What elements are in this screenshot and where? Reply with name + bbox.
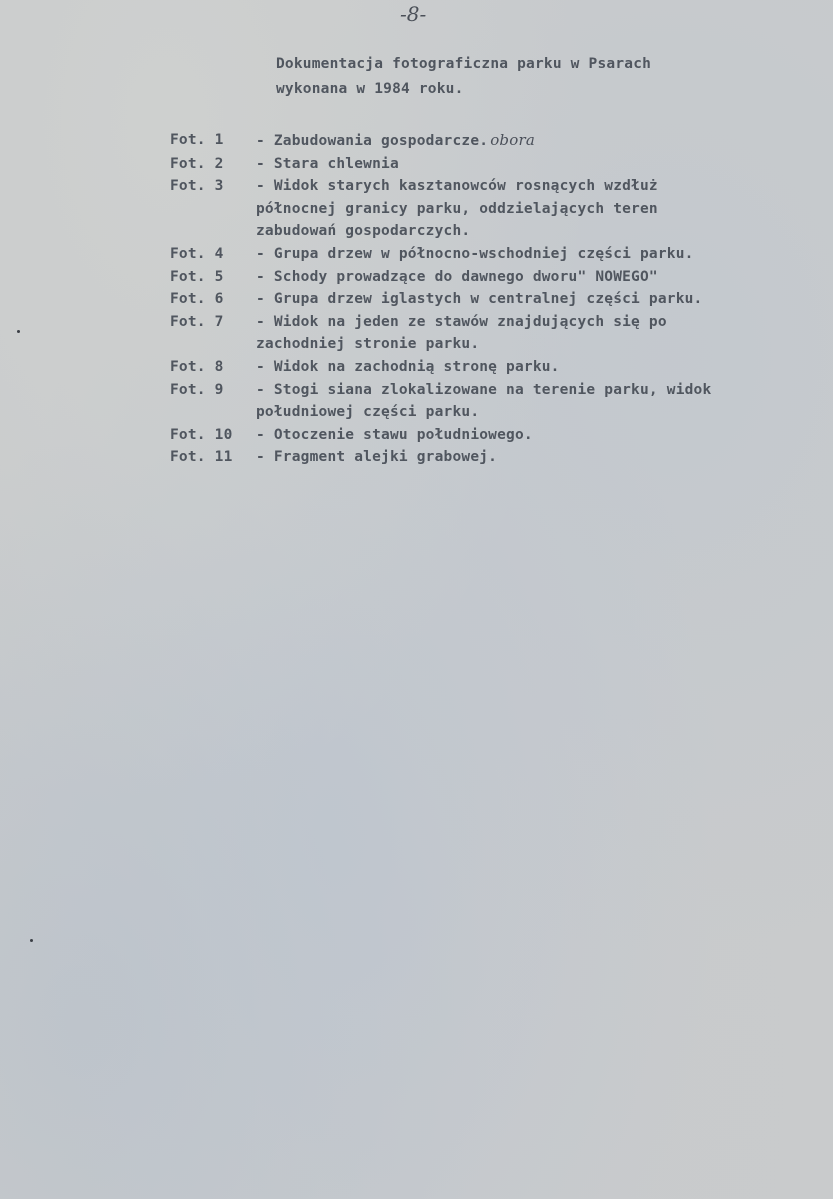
list-item: [170, 379, 810, 424]
list-item: [170, 129, 810, 153]
list-item: [170, 311, 810, 356]
list-item: [170, 446, 810, 469]
list-item: [170, 175, 810, 243]
list-item: [170, 266, 810, 289]
photo-label: Fot. 4: [170, 245, 224, 262]
photo-label: Fot. 10: [170, 426, 233, 443]
photo-description: - Widok na jeden ze stawów znajdujących się po zachodniej stronie parku.: [256, 313, 667, 353]
list-item: [170, 153, 810, 176]
photo-description: - Otoczenie stawu południowego.: [256, 426, 533, 443]
list-item: [170, 243, 810, 266]
document-title: [276, 52, 651, 102]
photo-description: - Stogi siana zlokalizowane na terenie parku, widok południowej części parku.: [256, 381, 712, 421]
photo-label: Fot. 9: [170, 381, 224, 398]
photo-description: - Schody prowadzące do dawnego dworu" NOWEGO": [256, 268, 658, 285]
title-line-1: Dokumentacja fotograficzna parku w Psarach: [276, 56, 652, 72]
photo-list: [170, 129, 810, 469]
photo-label: Fot. 2: [170, 155, 224, 172]
photo-description: - Grupa drzew iglastych w centralnej części parku.: [256, 291, 703, 308]
photo-label: Fot. 5: [170, 268, 224, 285]
title-line-2: wykonana w 1984 roku.: [276, 81, 464, 97]
photo-description: - Widok na zachodnią stronę parku.: [256, 358, 560, 375]
photo-description: - Stara chlewnia: [256, 155, 399, 172]
photo-description-text: - Zabudowania gospodarcze.: [256, 133, 489, 149]
list-item: [170, 424, 810, 447]
list-item: [170, 288, 810, 311]
photo-description: - Widok starych kasztanowców rosnących wzdłuż północnej granicy parku, oddzielających teren zabudowań gospodarczych.: [256, 178, 658, 240]
handwritten-note: obora: [490, 131, 535, 149]
photo-description: - Fragment alejki grabowej.: [256, 449, 498, 466]
photo-label: Fot. 3: [170, 178, 224, 195]
photo-label: Fot. 6: [170, 291, 224, 308]
photo-label: Fot. 1: [170, 132, 224, 148]
photo-label: Fot. 7: [170, 313, 224, 330]
paper-speck: [17, 330, 20, 333]
paper-speck: [30, 939, 33, 942]
list-item: [170, 356, 810, 379]
photo-label: Fot. 8: [170, 358, 224, 375]
photo-description: [256, 129, 810, 153]
photo-label: Fot. 11: [170, 449, 233, 466]
page-number: -8-: [400, 2, 427, 26]
photo-description: - Grupa drzew w północno-wschodniej części parku.: [256, 245, 694, 262]
